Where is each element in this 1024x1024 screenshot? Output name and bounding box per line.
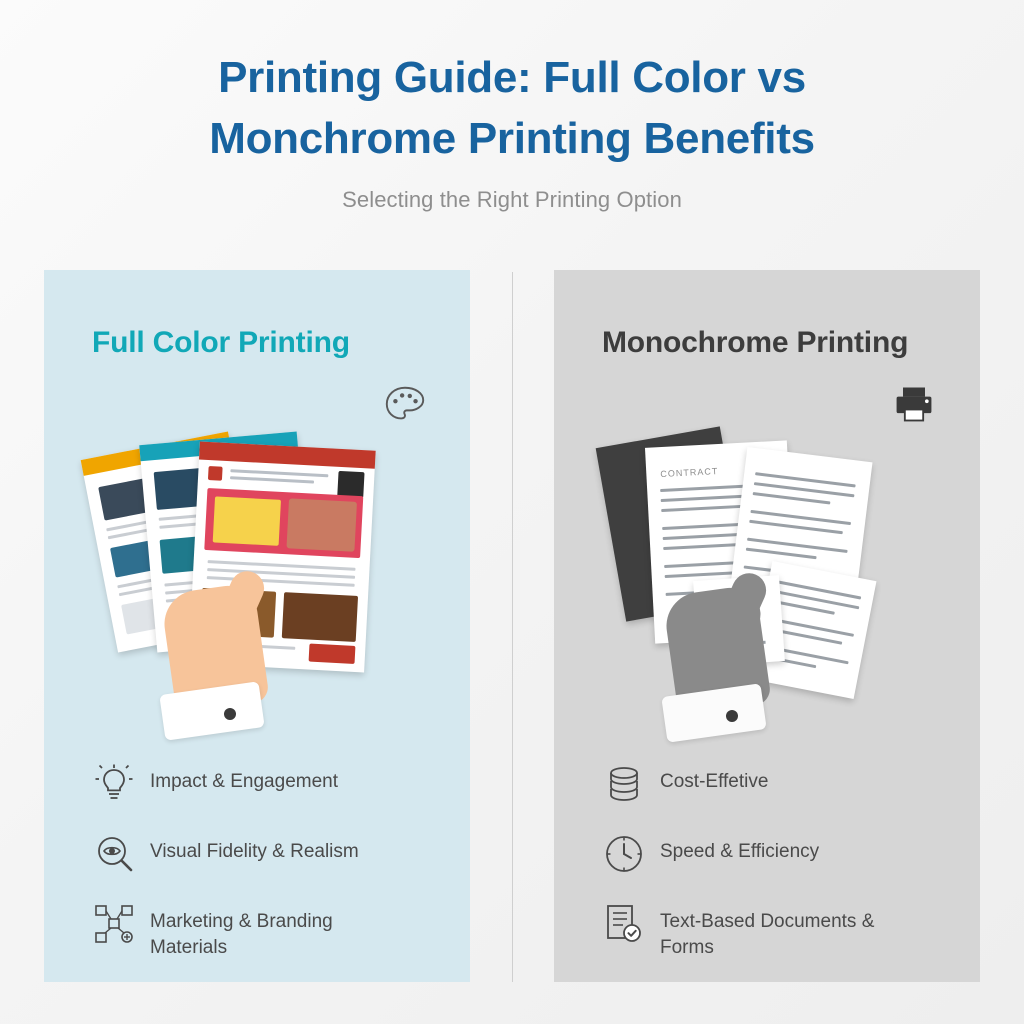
page-title-line-1: Printing Guide: Full Color vs [218, 53, 806, 102]
benefits-list-full-color [92, 762, 440, 982]
benefit-item [602, 762, 950, 806]
page-subtitle: Selecting the Right Printing Option [342, 187, 682, 213]
panel-monochrome [554, 270, 980, 982]
illustration-mono-documents [554, 420, 980, 750]
benefit-item [602, 832, 950, 876]
benefit-item [602, 902, 950, 960]
hand-graphic [162, 570, 278, 750]
panel-full-color [44, 270, 470, 982]
document-label: CONTRACT [660, 466, 719, 480]
benefit-label: Cost-Effetive [660, 771, 769, 792]
magnifier-eye-icon [92, 832, 136, 876]
benefit-item [92, 902, 440, 960]
comparison-panels [44, 270, 980, 982]
benefits-list-monochrome [602, 762, 950, 982]
benefit-label: Text-Based Documents & Forms [660, 911, 875, 958]
benefit-label: Speed & Efficiency [660, 841, 820, 862]
illustration-color-brochures [44, 420, 470, 750]
page-title [82, 48, 942, 169]
panel-title-monochrome: Monochrome Printing [602, 326, 909, 359]
page-title-line-2: Monchrome Printing Benefits [209, 113, 815, 163]
benefit-item [92, 762, 440, 806]
header [0, 0, 1024, 213]
network-branding-icon [92, 902, 136, 946]
hand-graphic [664, 572, 780, 752]
benefit-label: Visual Fidelity & Realism [150, 841, 359, 862]
panel-title-full-color: Full Color Printing [92, 326, 350, 359]
lightbulb-icon [92, 762, 136, 806]
clock-icon [602, 832, 646, 876]
benefit-label: Impact & Engagement [150, 771, 338, 792]
coins-stack-icon [602, 762, 646, 806]
benefit-label: Marketing & Branding Materials [150, 911, 333, 958]
benefit-item [92, 832, 440, 876]
checked-document-icon [602, 902, 646, 946]
